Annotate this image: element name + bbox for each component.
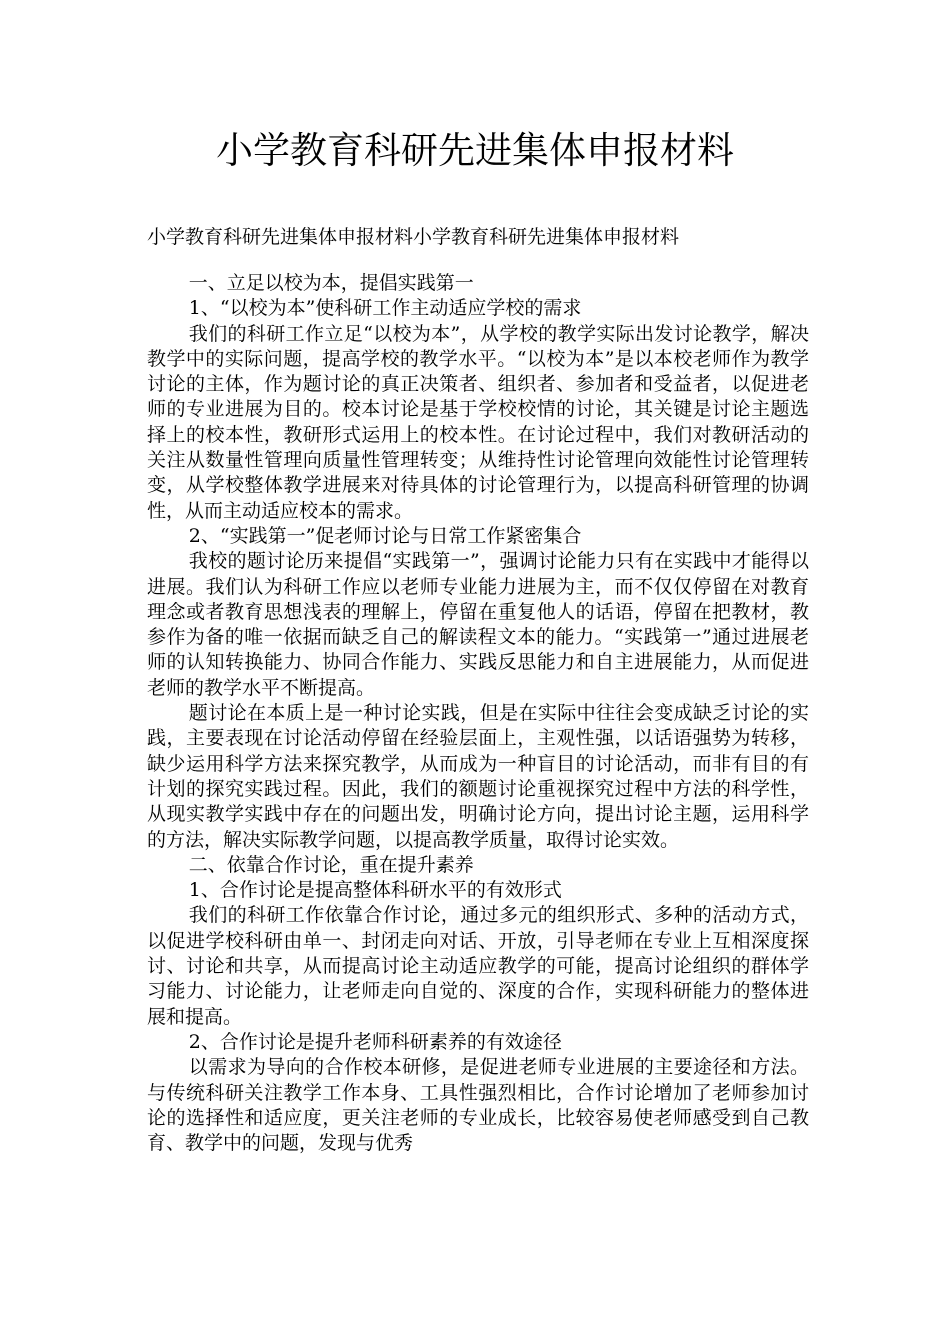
subsection-heading-1-1: 1、“以校为本”使科研工作主动适应学校的需求 <box>188 297 582 320</box>
paragraph: 我们的科研工作立足“以校为本”，从学校的教学实际出发讨论教学，解决教学中的实际问题，提高学校的教学水平。“以校为本”是以本校老师作为教学讨论的主体，作为题讨论的真正决策者、组织者、参加者和受益者，以促进老师的专业进展为目的。校本讨论是基于学校校情的讨论，其关键是讨论主题选择上的校本性，教研形式运用上的校本性。在讨论过程中，我们对教研活动的关注从数量性管理向质量性管理转变；从维持性讨论管理向效能性讨论管理转变，从学校整体教学进展来对待具体的讨论管理行为，以提高科研管理的协调性，从而主动适应校本的需求。 <box>147 322 809 522</box>
paragraph: 我们的科研工作依靠合作讨论，通过多元的组织形式、多种的活动方式，以促进学校科研由单一、封闭走向对话、开放，引导老师在专业上互相深度探讨、讨论和共享，从而提高讨论主动适应教学的可能，提高讨论组织的群体学习能力、讨论能力，让老师走向自觉的、深度的合作，实现科研能力的整体进展和提高。 <box>147 904 809 1028</box>
paragraph: 题讨论在本质上是一种讨论实践，但是在实际中往往会变成缺乏讨论的实践，主要表现在讨论活动停留在经验层面上，主观性强，以话语强势为转移，缺少运用科学方法来探究教学，从而成为一种盲目的讨论活动，而非有目的有计划的探究实践过程。因此，我们的额题讨论重视探究过程中方法的科学性，从现实教学实践中存在的问题出发，明确讨论方向，提出讨论主题，运用科学的方法，解决实际教学问题，以提高教学质量，取得讨论实效。 <box>147 702 809 851</box>
document-body <box>147 271 809 1156</box>
document-subtitle: 小学教育科研先进集体申报材料小学教育科研先进集体申报材料 <box>147 226 680 248</box>
paragraph: 以需求为导向的合作校本研修，是促进老师专业进展的主要途径和方法。与传统科研关注教学工作本身、工具性强烈相比，合作讨论增加了老师参加讨论的选择性和适应度，更关注老师的专业成长，比较容易使老师感受到自己教育、教学中的问题，发现与优秀 <box>147 1056 809 1155</box>
document-title: 小学教育科研先进集体申报材料 <box>216 129 734 172</box>
section-heading-1: 一、立足以校为本，提倡实践第一 <box>188 272 474 294</box>
paragraph: 我校的题讨论历来提倡“实践第一”，强调讨论能力只有在实践中才能得以进展。我们认为科研工作应以老师专业能力进展为主，而不仅仅停留在对教育理念或者教育思想浅表的理解上，停留在重复他人的话语，停留在把教材，教参作为备的唯一依据而缺乏自己的解读程文本的能力。“实践第一”通过进展老师的认知转换能力、协同合作能力、实践反思能力和自主进展能力，从而促进老师的教学水平不断提高。 <box>147 550 809 699</box>
subsection-heading-1-2: 2、“实践第一”促老师讨论与日常工作紧密集合 <box>188 524 582 547</box>
section-heading-2: 二、依靠合作讨论，重在提升素养 <box>188 853 474 876</box>
subsection-heading-2-1: 1、合作讨论是提高整体科研水平的有效形式 <box>188 879 562 902</box>
subsection-heading-2-2: 2、合作讨论是提升老师科研素养的有效途径 <box>188 1030 562 1053</box>
